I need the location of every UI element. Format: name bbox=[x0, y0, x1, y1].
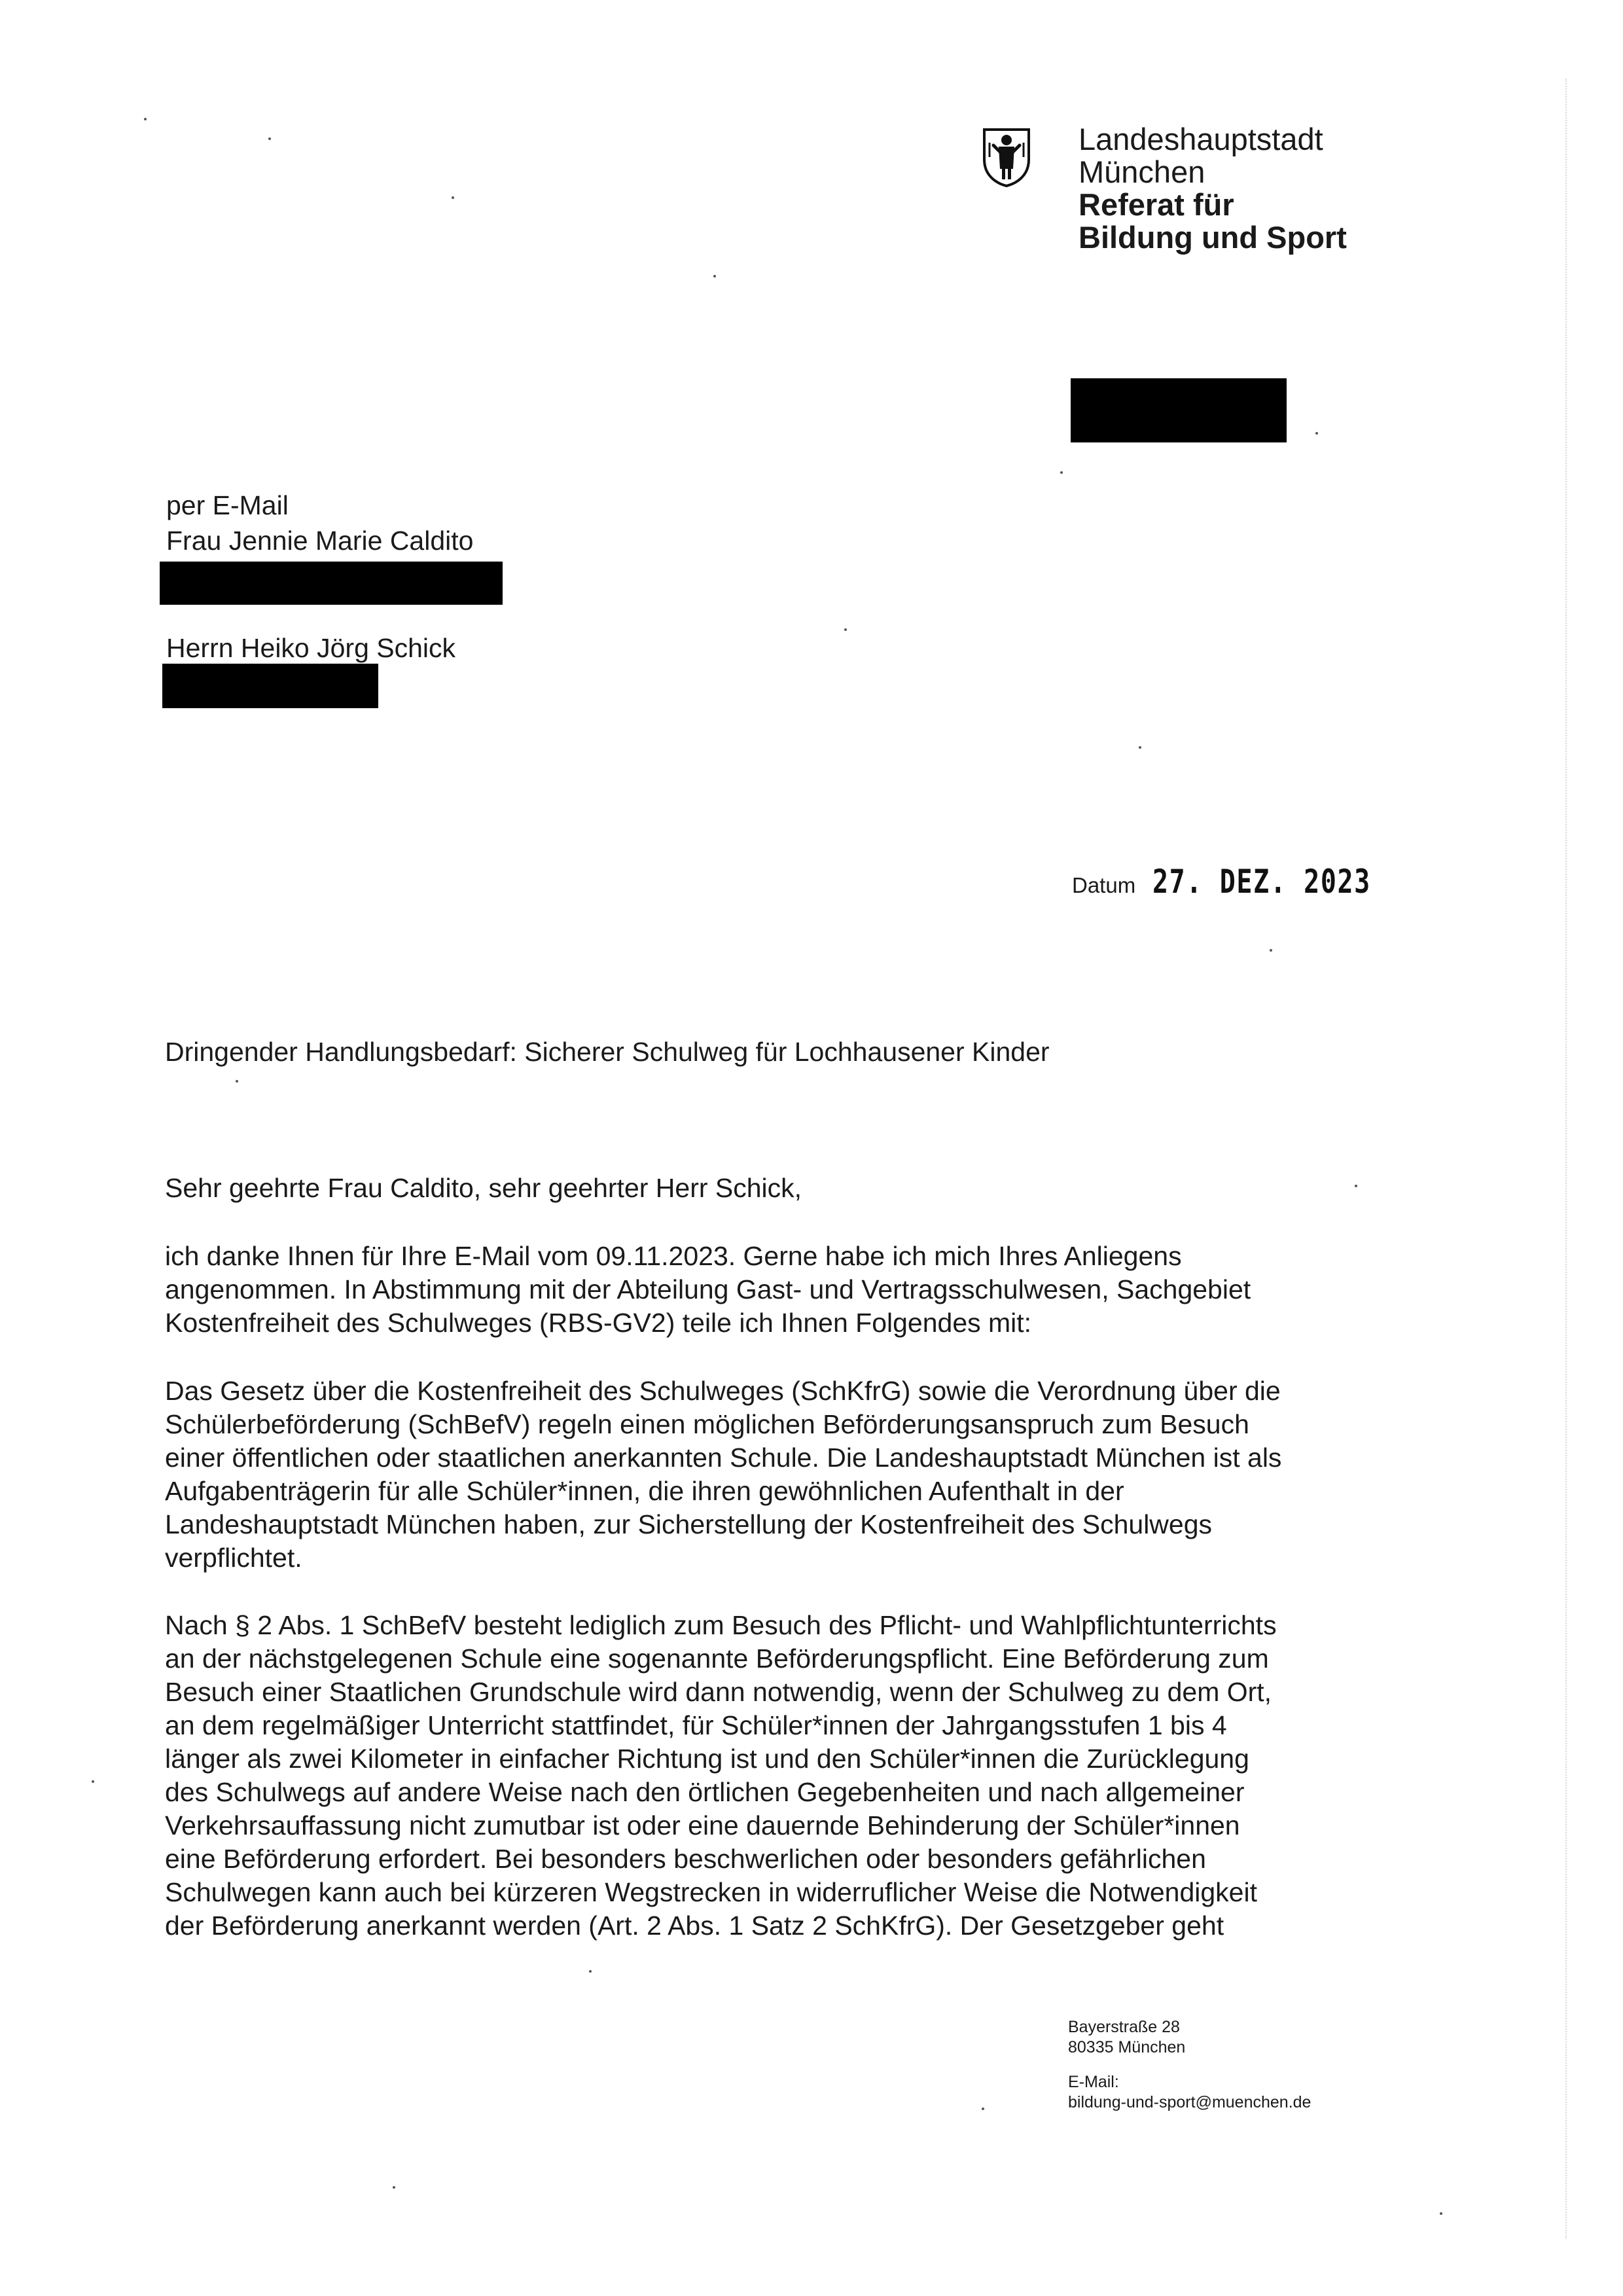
footer-address bbox=[1068, 2017, 1185, 2058]
letter-subject: Dringender Handlungsbedarf: Sicherer Schulweg für Lochhausener Kinder bbox=[165, 1037, 1050, 1067]
paragraph-2-line: Schülerbeförderung (SchBefV) regeln einen möglichen Beförderungsanspruch zum Besuch bbox=[165, 1409, 1249, 1439]
letterhead-department-line1: Referat für bbox=[1079, 187, 1234, 222]
paragraph-1-line: angenommen. In Abstimmung mit der Abteilung Gast- und Vertragsschulwesen, Sachgebiet bbox=[165, 1274, 1251, 1304]
paragraph-3-line: des Schulwegs auf andere Weise nach den örtlichen Gegebenheiten und nach allgemeiner bbox=[165, 1777, 1245, 1807]
date-stamp: 27. DEZ. 2023 bbox=[1152, 863, 1372, 901]
paragraph-2-line: Aufgabenträgerin für alle Schüler*innen, die ihren gewöhnlichen Aufenthalt in der bbox=[165, 1476, 1124, 1506]
paragraph-1 bbox=[165, 1240, 1395, 1340]
paragraph-2-line: einer öffentlichen oder staatlichen anerkannten Schule. Die Landeshauptstadt München ist als bbox=[165, 1443, 1282, 1473]
salutation-line: Sehr geehrte Frau Caldito, sehr geehrter Herr Schick, bbox=[165, 1173, 802, 1203]
paragraph-2 bbox=[165, 1374, 1395, 1575]
letterhead-city-line1: Landeshauptstadt bbox=[1079, 122, 1323, 156]
footer-city: 80335 München bbox=[1068, 2038, 1186, 2056]
paragraph-3 bbox=[165, 1609, 1395, 1943]
salutation bbox=[165, 1172, 1395, 1205]
paragraph-3-line: Besuch einer Staatlichen Grundschule wird dann notwendig, wenn der Schulweg zu dem Ort, bbox=[165, 1677, 1272, 1707]
redaction-bar-reference bbox=[1071, 378, 1287, 442]
scan-edge-line bbox=[1565, 79, 1568, 2238]
munich-crest-icon bbox=[980, 126, 1033, 188]
footer-contact bbox=[1068, 2072, 1311, 2113]
redaction-bar-address-1 bbox=[160, 562, 503, 605]
recipient-via: per E-Mail bbox=[166, 490, 289, 520]
paragraph-3-line: der Beförderung anerkannt werden (Art. 2 Abs. 1 Satz 2 SchKfrG). Der Gesetzgeber geht bbox=[165, 1910, 1224, 1941]
paragraph-1-line: ich danke Ihnen für Ihre E-Mail vom 09.11.2023. Gerne habe ich mich Ihres Anliegens bbox=[165, 1241, 1182, 1271]
paragraph-2-line: Das Gesetz über die Kostenfreiheit des Schulweges (SchKfrG) sowie die Verordnung über die bbox=[165, 1376, 1281, 1406]
paragraph-3-line: eine Beförderung erfordert. Bei besonders beschwerlichen oder besonders gefährlichen bbox=[165, 1844, 1206, 1874]
paragraph-3-line: Schulwegen kann auch bei kürzeren Wegstrecken in widerruflicher Weise die Notwendigkeit bbox=[165, 1877, 1257, 1907]
paragraph-3-line: an der nächstgelegenen Schule eine sogenannte Beförderungspflicht. Eine Beförderung zum bbox=[165, 1643, 1269, 1674]
paragraph-3-line: Nach § 2 Abs. 1 SchBefV besteht lediglich zum Besuch des Pflicht- und Wahlpflichtunterrichts bbox=[165, 1610, 1277, 1640]
footer-email[interactable]: bildung-und-sport@muenchen.de bbox=[1068, 2093, 1311, 2111]
date-label: Datum bbox=[1072, 873, 1136, 897]
recipient-name-2: Herrn Heiko Jörg Schick bbox=[166, 633, 456, 663]
date-block bbox=[1072, 863, 1426, 901]
footer-email-label: E-Mail: bbox=[1068, 2073, 1119, 2091]
paragraph-3-line: an dem regelmäßiger Unterricht stattfindet, für Schüler*innen der Jahrgangsstufen 1 bis 4 bbox=[165, 1710, 1227, 1740]
redaction-bar-address-2 bbox=[162, 664, 378, 708]
letterhead-city-line2: München bbox=[1079, 154, 1205, 189]
footer-street: Bayerstraße 28 bbox=[1068, 2018, 1180, 2036]
paragraph-3-line: länger als zwei Kilometer in einfacher Richtung ist und den Schüler*innen die Zurücklegung bbox=[165, 1744, 1249, 1774]
paragraph-1-line: Kostenfreiheit des Schulweges (RBS-GV2) teile ich Ihnen Folgendes mit: bbox=[165, 1308, 1032, 1338]
paragraph-2-line: Landeshauptstadt München haben, zur Sicherstellung der Kostenfreiheit des Schulwegs bbox=[165, 1509, 1213, 1539]
paragraph-3-line: Verkehrsauffassung nicht zumutbar ist oder eine dauernde Behinderung der Schüler*innen bbox=[165, 1810, 1240, 1840]
letterhead bbox=[1079, 123, 1347, 254]
letterhead-department-line2: Bildung und Sport bbox=[1079, 220, 1347, 255]
paragraph-2-line: verpflichtet. bbox=[165, 1543, 302, 1573]
recipient-name-1: Frau Jennie Marie Caldito bbox=[166, 526, 474, 556]
